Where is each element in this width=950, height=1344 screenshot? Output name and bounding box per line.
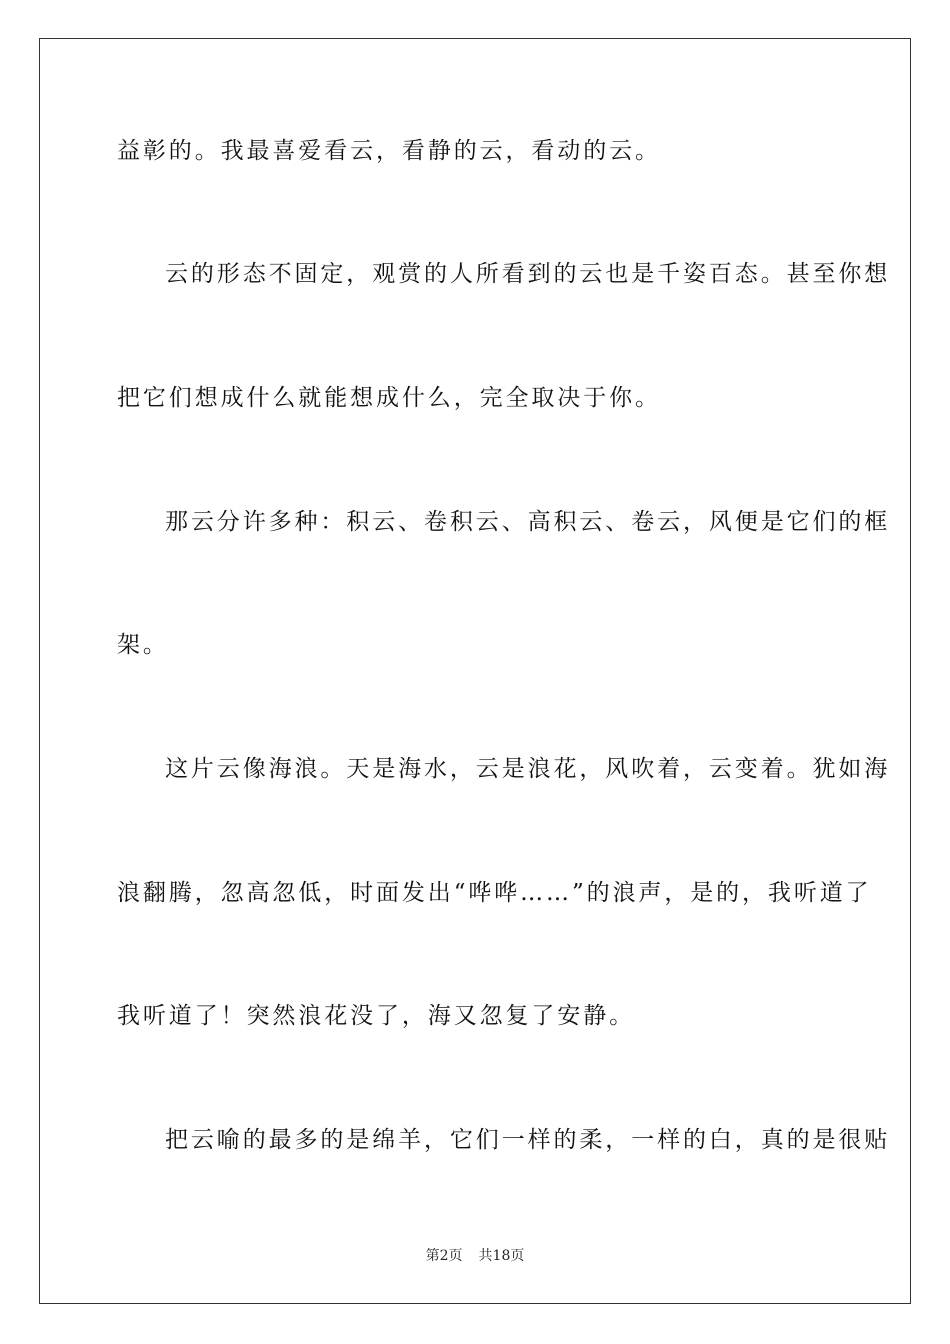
paragraph-3-line-2: 架。 (117, 632, 169, 658)
paragraph-4-line-3: 我听道了！突然浪花没了，海又忽复了安静。 (117, 1003, 635, 1029)
page-footer (0, 1247, 950, 1265)
paragraph-5-line-1: 把云喻的最多的是绵羊，它们一样的柔，一样的白，真的是很贴 (165, 1127, 891, 1153)
text-line-1: 益彰的。我最喜爱看云，看静的云，看动的云。 (117, 138, 661, 164)
page-number: 第2页 (425, 1248, 463, 1264)
paragraph-2-line-2: 把它们想成什么就能想成什么，完全取决于你。 (117, 385, 661, 411)
page-border (39, 38, 911, 1304)
paragraph-4-line-1: 这片云像海浪。天是海水，云是浪花，风吹着，云变着。犹如海 (165, 756, 891, 782)
page-total: 共18页 (478, 1248, 525, 1264)
paragraph-4-line-2: 浪翻腾，忽高忽低，时面发出“哗哗……”的浪声，是的，我听道了 (117, 880, 872, 906)
paragraph-2-line-1: 云的形态不固定，观赏的人所看到的云也是千姿百态。甚至你想 (165, 261, 891, 287)
paragraph-3-line-1: 那云分许多种：积云、卷积云、高积云、卷云，风便是它们的框 (165, 509, 891, 535)
